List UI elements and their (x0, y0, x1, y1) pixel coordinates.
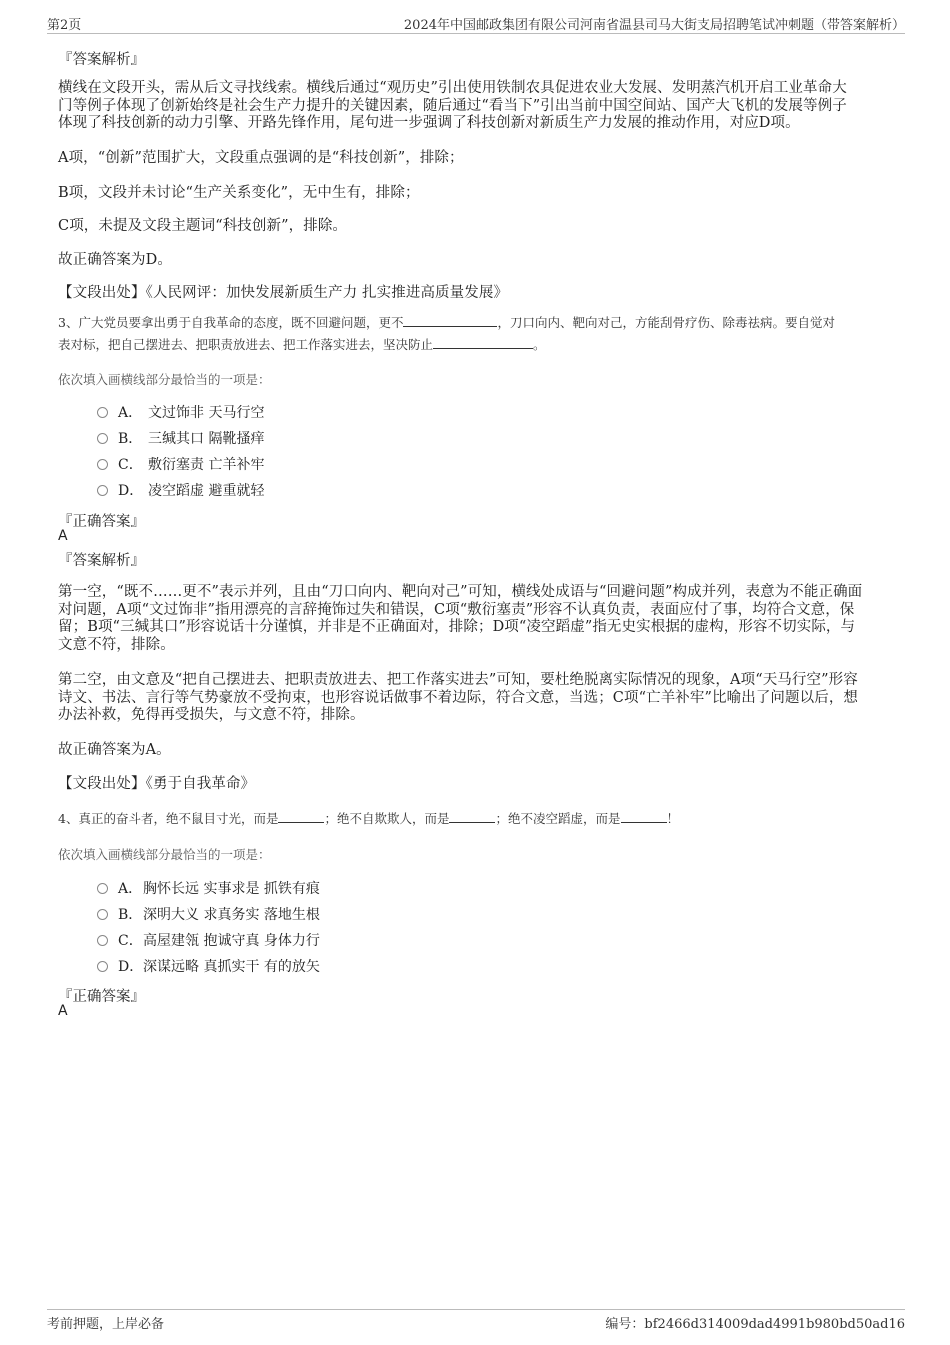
radio-button[interactable] (97, 883, 108, 894)
stem-text: ；绝不凌空蹈虚，而是 (495, 811, 621, 826)
stem-text: ，刀口向内、靶向对己，方能刮骨疗伤、除毒祛病。要自觉对 (497, 315, 835, 330)
text-line: 第二空，由文意及“把自己摆进去、把职责放进去、把工作落实进去”可知，要杜绝脱离实际情况的现象，A项“天马行空”形容 (58, 672, 858, 688)
option-text: 高屋建瓴 抱诚守真 身体力行 (143, 933, 320, 949)
question-4-options (97, 879, 320, 975)
analysis-tag: 『答案解析』 (58, 52, 145, 68)
text-line: 诗文、书法、言行等气势豪放不受拘束，也形容说话做事不着边际，符合文意，当选；C项“亡羊补牢”比喻出了问题以后，想 (58, 689, 859, 706)
analysis-paragraph-2 (58, 672, 893, 725)
radio-button[interactable] (97, 909, 108, 920)
option-letter: C． (118, 457, 143, 473)
option-letter: D． (118, 959, 144, 975)
passage-source: 【文段出处】《勇于自我革命》 (58, 776, 256, 792)
option-b[interactable] (97, 905, 320, 923)
option-letter: C． (118, 933, 143, 949)
radio-button[interactable] (97, 407, 108, 418)
header-divider (47, 33, 905, 34)
option-text: 敷衍塞责 亡羊补牢 (148, 457, 265, 473)
option-letter: A． (118, 405, 143, 421)
stem-text: ；绝不自欺欺人，而是 (324, 811, 450, 826)
question-3-stem (58, 312, 898, 356)
analysis-paragraph-1 (58, 584, 893, 654)
option-letter: B． (118, 431, 143, 447)
option-b-analysis: B项，文段并未讨论“生产关系变化”，无中生有，排除； (58, 185, 420, 201)
footer-divider (47, 1309, 905, 1310)
correct-answer-tag: 『正确答案』 (58, 514, 145, 530)
text-line: 第一空，“既不……更不”表示并列，且由“刀口向内、靶向对己”可知，横线处成语与“回避问题”构成并列，表意为不能正确面 (58, 584, 863, 600)
fill-blank (449, 810, 495, 823)
correct-answer: A (58, 1003, 68, 1019)
option-c[interactable] (97, 455, 264, 473)
option-a[interactable] (97, 879, 320, 897)
option-a[interactable] (97, 403, 264, 421)
fill-blank (621, 810, 667, 823)
option-b[interactable] (97, 429, 264, 447)
option-text: 深明大义 求真务实 落地生根 (143, 907, 320, 923)
text-line: 办法补救，免得再受损失，与文意不符，排除。 (58, 707, 365, 723)
option-text: 深谋远略 真抓实干 有的放矢 (143, 959, 320, 975)
option-c-analysis: C项，未提及文段主题词“科技创新”，排除。 (58, 218, 348, 234)
radio-button[interactable] (97, 485, 108, 496)
radio-button[interactable] (97, 935, 108, 946)
option-text: 三缄其口 隔靴搔痒 (148, 431, 265, 447)
text-line: 门等例子体现了创新始终是社会生产力提升的关键因素，随后通过“看当下”引出当前中国空间站、国产大飞机的发展等例子 (58, 97, 847, 114)
option-a-analysis: A项，“创新”范围扩大，文段重点强调的是“科技创新”，排除； (58, 150, 464, 166)
radio-button[interactable] (97, 459, 108, 470)
answer-conclusion: 故正确答案为A。 (58, 742, 171, 758)
radio-button[interactable] (97, 433, 108, 444)
stem-text: 4、真正的奋斗者，绝不鼠目寸光，而是 (58, 811, 279, 826)
option-letter: D． (118, 483, 144, 499)
stem-text: 3、广大党员要拿出勇于自我革命的态度，既不回避问题，更不 (58, 315, 404, 330)
question-3-options (97, 403, 264, 499)
stem-text: 表对标，把自己摆进去、把职责放进去、把工作落实进去，坚决防止 (58, 337, 434, 352)
option-d[interactable] (97, 481, 264, 499)
document-id: 编号：bf2466d314009dad4991b980bd50ad16 (605, 1317, 905, 1332)
option-c[interactable] (97, 931, 320, 949)
text-line: 留；B项“三缄其口”形容说话十分谨慎，并非是不正确面对，排除；D项“凌空蹈虚”指无史实根据的虚构，形容不切实际，与 (58, 619, 856, 635)
question-prompt: 依次填入画横线部分最恰当的一项是： (58, 372, 271, 387)
option-text: 胸怀长远 实事求是 抓铁有痕 (143, 881, 320, 897)
stem-text: 。 (533, 337, 546, 352)
radio-button[interactable] (97, 961, 108, 972)
option-letter: A． (118, 881, 143, 897)
text-line: 对问题，A项“文过饰非”指用漂亮的言辞掩饰过失和错误，C项“敷衍塞责”形容不认真负责，表面应付了事，均符合文意，保 (58, 601, 855, 618)
option-d[interactable] (97, 957, 320, 975)
page-number: 第2页 (47, 18, 82, 33)
analysis-tag: 『答案解析』 (58, 553, 145, 569)
question-prompt: 依次填入画横线部分最恰当的一项是： (58, 847, 271, 862)
option-text: 文过饰非 天马行空 (148, 405, 265, 421)
correct-answer-tag: 『正确答案』 (58, 989, 145, 1005)
text-line: 文意不符，排除。 (58, 636, 175, 653)
correct-answer: A (58, 528, 68, 544)
option-text: 凌空蹈虚 避重就轻 (148, 483, 265, 499)
text-line: 体现了科技创新的动力引擎、开路先锋作用，尾句进一步强调了科技创新对新质生产力发展的推动作用，对应D项。 (58, 115, 800, 131)
analysis-paragraph (58, 80, 893, 133)
answer-conclusion: 故正确答案为D。 (58, 252, 172, 268)
fill-blank (278, 810, 324, 823)
question-4-stem (58, 808, 679, 830)
stem-text: ！ (666, 811, 680, 826)
document-title: 2024年中国邮政集团有限公司河南省温县司马大街支局招聘笔试冲刺题（带答案解析） (403, 18, 905, 33)
fill-blank (433, 336, 533, 349)
text-line: 横线在文段开头，需从后文寻找线索。横线后通过“观历史”引出使用铁制农具促进农业大发展、发明蒸汽机开启工业革命大 (58, 80, 847, 96)
fill-blank (403, 314, 497, 327)
passage-source: 【文段出处】《人民网评：加快发展新质生产力 扎实推进高质量发展》 (58, 285, 509, 301)
footer-slogan: 考前押题，上岸必备 (47, 1317, 165, 1332)
option-letter: B． (118, 907, 143, 923)
